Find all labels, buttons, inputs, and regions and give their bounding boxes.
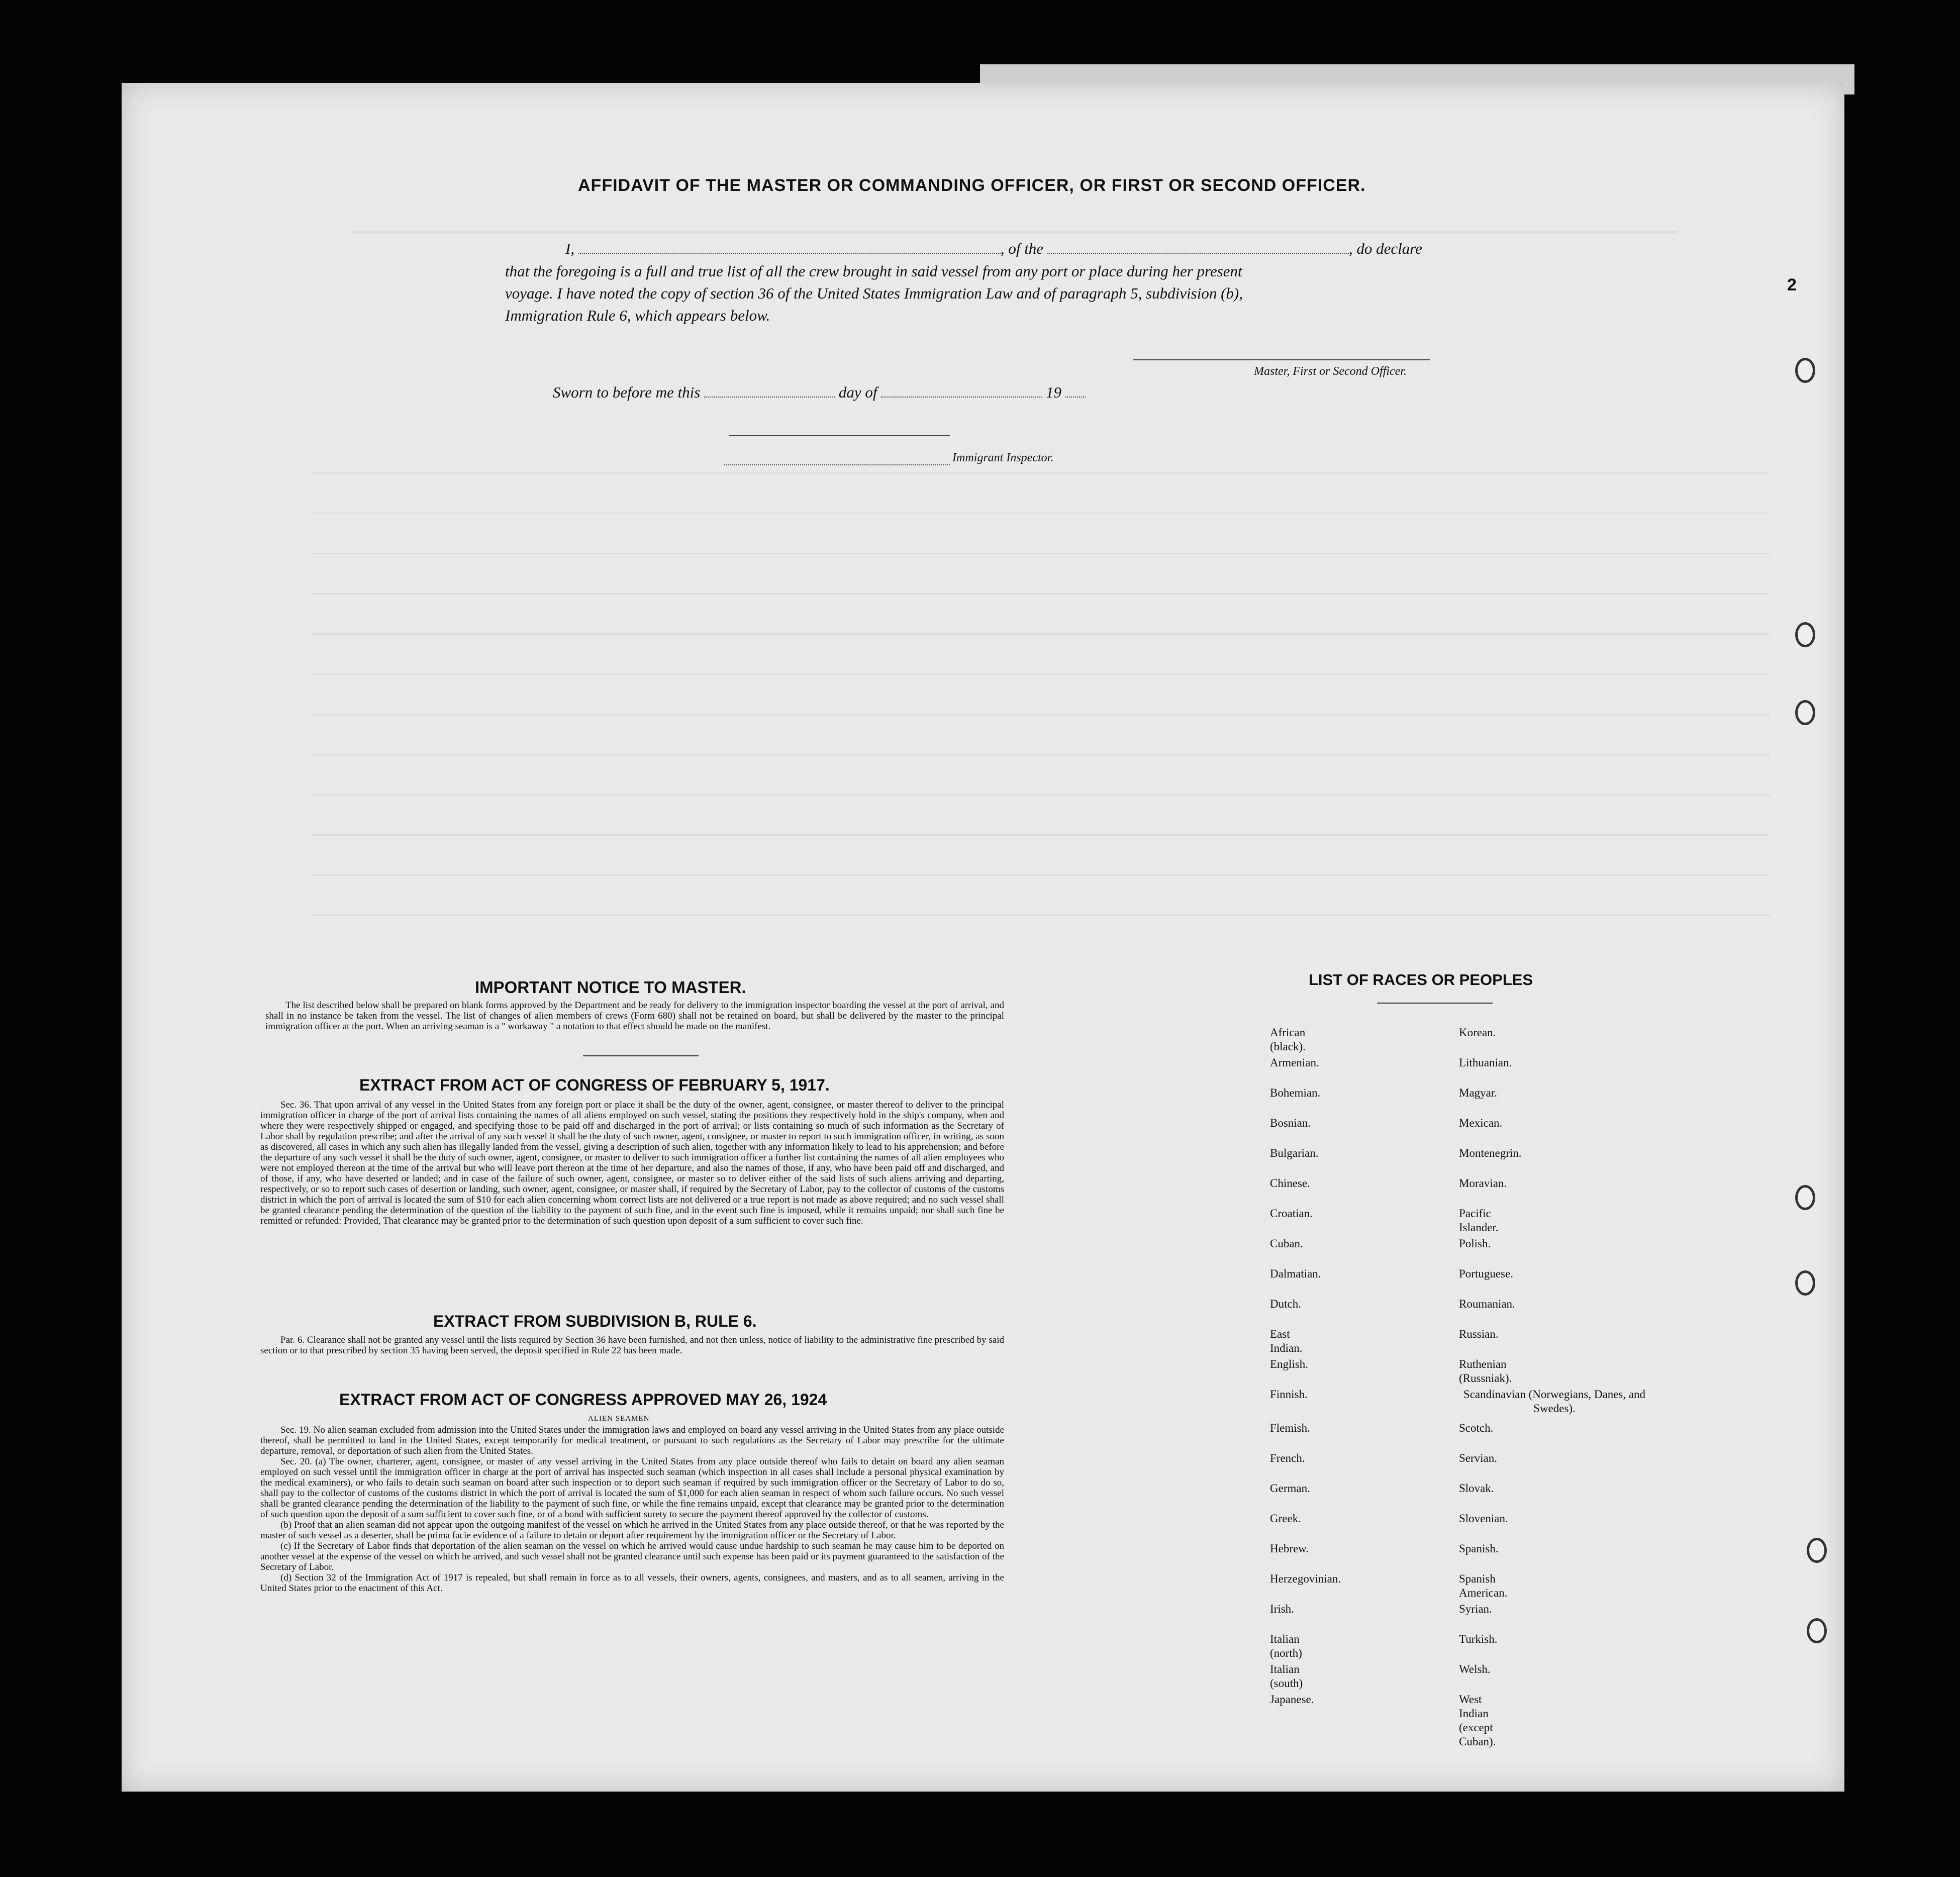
race-item: Spanish. <box>1459 1542 1499 1555</box>
year-blank[interactable] <box>1065 397 1086 398</box>
extract-1917-text: Sec. 36. That upon arrival of any vessel in the United States from any foreign port or place it shall be the duty of the owner, agent, consignee, or master thereof to deliver to the principal immigration officer in charge of the port of arrival lists containing the names of all aliens employed on such vessel, stating the positions they respectively hold in the ship's company, when and where they were respectively shipped or engaged, and specifying those to be paid off and discharged in the port of arrival; or lists containing so much of such information as the Secretary of Labor shall by regulation prescribe; and after the arrival of any such vessel it shall be the duty of such owner, agent, consignee, or master to report to such immigration officer, in writing, as soon as discovered, all cases in which any such alien has illegally landed from the vessel, giving a description of such alien, together with any information likely to lead to his apprehension; and before the departure of any such vessel it shall be the duty of such owner, agent, consignee, or master to deliver to such immigration officer a further list containing the names of all alien employees who were not employed thereon at the time of the arrival but who will leave port thereon at the time of her departure, and also the names of those, if any, who have been paid off and discharged, and of those, if any, who have deserted or landed; and in case of the failure of such owner, agent, consignee, or master so to deliver either of the said lists of such aliens arriving and departing, respectively, or so to report such cases of desertion or landing, such owner, agent, consignee, or master shall, if required by the Secretary of Labor, pay to the collector of customs of the customs district in which the port of arrival is located the sum of $10 for each alien concerning whom correct lists are not delivered or a true report is not made as above required; and no such vessel shall be granted clearance pending the determination of the question of the liability to the payment of such fine, and in the event such fine is imposed, while it remains unpaid; nor shall such fine be remitted or refunded: Provided, That clearance may be granted prior to the determination of such question upon deposit of a sum sufficient to cover such fine. <box>260 1100 1004 1226</box>
punch-hole <box>1795 700 1815 725</box>
race-item: Scotch. <box>1459 1422 1494 1434</box>
race-item: Hebrew. <box>1270 1542 1309 1555</box>
race-item: Welsh. <box>1459 1663 1491 1675</box>
sec-20b-text: (b) Proof that an alien seaman did not appear upon the outgoing manifest of the vessel on which he arrived in the United States from any place outside thereof, or that he was reported by the master of such vessel as a deserter, shall be prima facie evidence of a failure to detain or deport after requirement by the immigration officer or the Secretary of Labor. <box>260 1520 1004 1541</box>
race-item: Scandinavian (Norwegians, Danes, and Swedes). <box>1463 1388 1646 1415</box>
punch-hole <box>1795 1185 1815 1210</box>
day-blank[interactable] <box>704 397 835 398</box>
race-item: Portuguese. <box>1459 1267 1513 1280</box>
notice-rule <box>583 1055 699 1056</box>
affidavit-declare: , do declare <box>1348 240 1422 257</box>
race-item: Servian. <box>1459 1452 1498 1464</box>
race-item: Spanish American. <box>1459 1572 1508 1599</box>
race-item: Ruthenian (Russniak). <box>1459 1358 1512 1385</box>
race-item: Korean. <box>1459 1026 1496 1039</box>
race-item: Syrian. <box>1459 1603 1492 1615</box>
officer-signature-line[interactable] <box>1133 359 1430 360</box>
race-item: Herzegovinian. <box>1270 1572 1341 1585</box>
punch-hole <box>1795 1270 1815 1296</box>
race-item: Italian (north) <box>1270 1633 1302 1659</box>
sworn-line <box>553 382 1156 403</box>
subdivision-b-text: Par. 6. Clearance shall not be granted any vessel until the lists required by Section 36 have been furnished, and not then unless, notice of liability to the administrative fine prescribed by said section or to that prescribed by section 35 having been served, the deposit specified in Rule 22 has been made. <box>260 1335 1004 1356</box>
extract-1924-title: EXTRACT FROM ACT OF CONGRESS APPROVED MAY 26, 1924 <box>339 1391 827 1409</box>
notice-title: IMPORTANT NOTICE TO MASTER. <box>475 978 746 997</box>
race-item: Japanese. <box>1270 1693 1314 1706</box>
race-item: German. <box>1270 1482 1310 1495</box>
margin-number: 2 <box>1787 275 1797 294</box>
races-rule <box>1377 1003 1493 1004</box>
race-item: Cuban. <box>1270 1237 1303 1250</box>
race-item: Bohemian. <box>1270 1086 1321 1099</box>
officer-label: Master, First or Second Officer. <box>1254 365 1407 378</box>
race-item: Bosnian. <box>1270 1117 1311 1129</box>
race-item: Italian (south) <box>1270 1663 1303 1690</box>
punch-hole <box>1807 1618 1827 1643</box>
punch-hole <box>1795 358 1815 383</box>
notice-text: The list described below shall be prepared on blank forms approved by the Department and be ready for delivery to the immigration inspector boarding the vessel at the port of arrival, and shall in no instance be taken from the vessel. The list of changes of alien members of crews (Form 680) shall not be retained on board, but shall be delivered by the master to the principal immigration officer at the port. When an arriving seaman is a " workaway " a notation to that effect should be made on the manifest. <box>265 1000 1004 1032</box>
race-item: Slovenian. <box>1459 1512 1508 1525</box>
race-item: Flemish. <box>1270 1422 1310 1434</box>
race-item: Dalmatian. <box>1270 1267 1321 1280</box>
race-item: Slovak. <box>1459 1482 1494 1495</box>
punch-hole <box>1807 1538 1827 1563</box>
race-item: African (black). <box>1270 1026 1306 1053</box>
race-item: Pacific Islander. <box>1459 1207 1499 1234</box>
races-title: LIST OF RACES OR PEOPLES <box>1309 971 1533 989</box>
punch-hole <box>1795 622 1815 647</box>
extract-1924-text <box>260 1425 1004 1594</box>
race-item: Lithuanian. <box>1459 1056 1512 1069</box>
race-item: Moravian. <box>1459 1177 1507 1190</box>
bleed-through-rule <box>352 231 1679 234</box>
sworn-prefix: Sworn to before me this <box>553 383 701 401</box>
race-item: Magyar. <box>1459 1086 1498 1099</box>
race-item: Russian. <box>1459 1328 1499 1340</box>
sworn-day: day of <box>838 383 877 401</box>
extract-1917-title: EXTRACT FROM ACT OF CONGRESS OF FEBRUARY 5, 1917. <box>359 1076 830 1094</box>
race-item: Croatian. <box>1270 1207 1313 1220</box>
sworn-year: 19 <box>1045 383 1061 401</box>
race-item: French. <box>1270 1452 1305 1464</box>
race-item: West Indian (except Cuban). <box>1459 1693 1496 1748</box>
race-item: Bulgarian. <box>1270 1147 1319 1159</box>
inspector-label: Immigrant Inspector. <box>952 451 1054 464</box>
race-item: Chinese. <box>1270 1177 1310 1190</box>
vessel-blank[interactable] <box>1047 253 1349 254</box>
race-item: East Indian. <box>1270 1328 1303 1354</box>
race-item: English. <box>1270 1358 1309 1370</box>
race-item: Polish. <box>1459 1237 1491 1250</box>
subdivision-b-title: EXTRACT FROM SUBDIVISION B, RULE 6. <box>433 1312 757 1330</box>
affidavit-body-2: voyage. I have noted the copy of section 36 of the United States Immigration Law and of paragraph 5, subdivision (b), <box>505 284 1243 302</box>
inspector-dotted-line <box>724 464 950 465</box>
race-item: Armenian. <box>1270 1056 1319 1069</box>
alien-seamen-subtitle: ALIEN SEAMEN <box>588 1415 650 1423</box>
sec-20d-text: (d) Section 32 of the Immigration Act of 1917 is repealed, but shall remain in force as to all vessels, their owners, agents, consignees, and masters, and as to all seamen, arriving in the United States prior to the enactment of this Act. <box>260 1572 1004 1594</box>
affidavit-line-1 <box>505 238 1475 259</box>
affidavit-body-3: Immigration Rule 6, which appears below. <box>505 307 770 324</box>
affidavit-body-1: that the foregoing is a full and true list of all the crew brought in said vessel from any port or place during her present <box>505 262 1242 280</box>
inspector-signature-line[interactable] <box>729 435 950 436</box>
race-item: Irish. <box>1270 1603 1294 1615</box>
sec-20a-text: Sec. 20. (a) The owner, charterer, agent, consignee, or master of any vessel arriving in the United States from any place outside thereof who fails to detain on board any alien seaman employed on such vessel until the immigration officer in charge at the port of arrival has inspected such seaman (which inspection in all cases shall include a personal physical examination by the medical examiners), or who fails to detain such seaman on board after such inspection or to deport such seaman if required by such immigration officer or the Secretary of Labor to do so, shall pay to the collector of customs of the customs district in which the port of arrival is located the sum of $1,000 for each alien seaman in respect of whom such failure occurs. No such vessel shall be granted clearance pending the determination of the liability to the payment of such fine, or while the fine remains unpaid, except that clearance may be granted prior to the determination of such question upon the deposit of a sum sufficient to cover such fine, or of a bond with sufficient surety to secure the payment thereof approved by the collector of customs. <box>260 1456 1004 1520</box>
race-item: Turkish. <box>1459 1633 1498 1645</box>
sec-19-text: Sec. 19. No alien seaman excluded from admission into the United States under the immigration laws and employed on board any vessel arriving in the United States from any place outside thereof, shall be permitted to land in the United States, except temporarily for medical treatment, or pursuant to such regulations as the Secretary of Labor may prescribe for the ultimate departure, removal, or deportation of such alien from the United States. <box>260 1425 1004 1456</box>
name-blank[interactable] <box>578 253 1001 254</box>
race-item: Roumanian. <box>1459 1298 1515 1310</box>
affidavit-i: I, <box>565 240 575 257</box>
race-item: Dutch. <box>1270 1298 1301 1310</box>
race-item: Finnish. <box>1270 1388 1308 1401</box>
sec-20c-text: (c) If the Secretary of Labor finds that deportation of the alien seaman on the vessel on which he arrived would cause undue hardship to such seaman he may cause him to be deported on another vessel at the expense of the vessel on which he arrived, and such vessel shall not be granted clearance until such expense has been paid or its payment guaranteed to the satisfaction of the Secretary of Labor. <box>260 1541 1004 1572</box>
affidavit-title: AFFIDAVIT OF THE MASTER OR COMMANDING OFFICER, OR FIRST OR SECOND OFFICER. <box>578 176 1366 195</box>
race-item: Mexican. <box>1459 1117 1503 1129</box>
affidavit-of-the: , of the <box>1000 240 1044 257</box>
month-blank[interactable] <box>881 397 1042 398</box>
race-item: Greek. <box>1270 1512 1301 1525</box>
race-item: Montenegrin. <box>1459 1147 1522 1159</box>
